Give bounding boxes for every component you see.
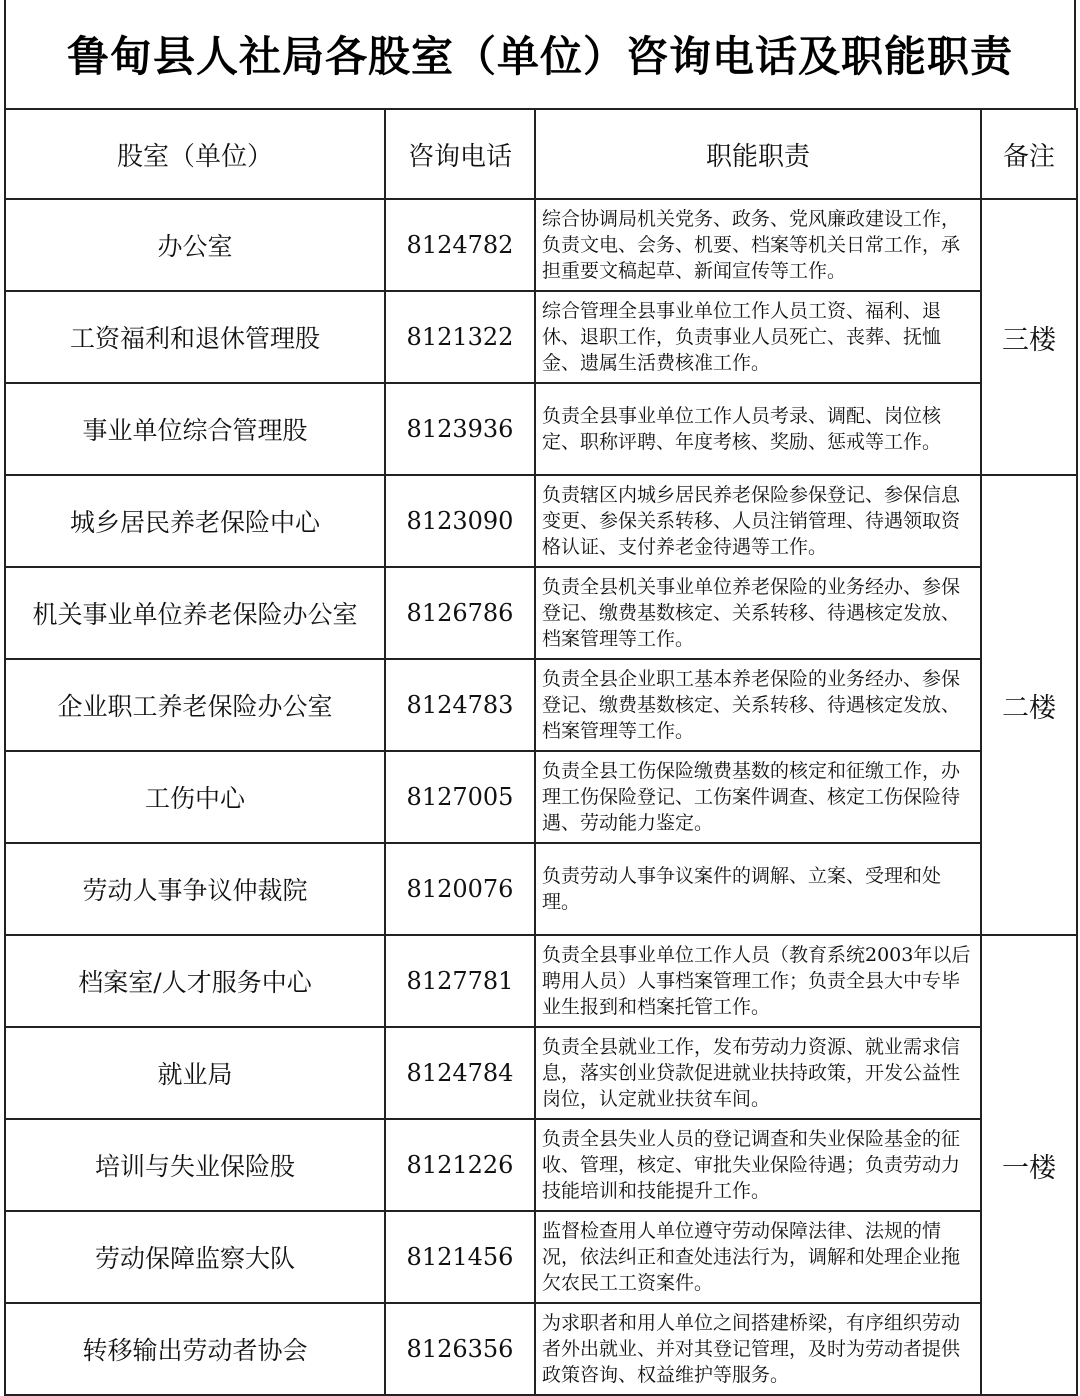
unit-cell: 企业职工养老保险办公室: [5, 659, 385, 751]
unit-cell: 劳动保障监察大队: [5, 1211, 385, 1303]
note-floor2: 二楼: [981, 475, 1077, 935]
table-row: [5, 567, 1077, 659]
phone-cell: 8127005: [385, 751, 535, 843]
phone-cell: 8124783: [385, 659, 535, 751]
unit-cell: 城乡居民养老保险中心: [5, 475, 385, 567]
duty-cell: 负责全县事业单位工作人员（教育系统2003年以后聘用人员）人事档案管理工作；负责全县大中专毕业生报到和档案托管工作。: [535, 935, 981, 1027]
phone-cell: 8120076: [385, 843, 535, 935]
contact-table: [4, 108, 1078, 1396]
phone-cell: 8121322: [385, 291, 535, 383]
phone-cell: 8124782: [385, 199, 535, 291]
unit-cell: 事业单位综合管理股: [5, 383, 385, 475]
duty-cell: 负责全县就业工作，发布劳动力资源、就业需求信息，落实创业贷款促进就业扶持政策，开发公益性岗位，认定就业扶贫车间。: [535, 1027, 981, 1119]
duty-cell: 负责全县事业单位工作人员考录、调配、岗位核定、职称评聘、年度考核、奖励、惩戒等工作。: [535, 383, 981, 475]
unit-cell: 档案室/人才服务中心: [5, 935, 385, 1027]
table-row: [5, 1211, 1077, 1303]
table-row: [5, 843, 1077, 935]
duty-cell: 负责辖区内城乡居民养老保险参保登记、参保信息变更、参保关系转移、人员注销管理、待遇领取资格认证、支付养老金待遇等工作。: [535, 475, 981, 567]
unit-cell: 办公室: [5, 199, 385, 291]
phone-cell: 8123936: [385, 383, 535, 475]
phone-cell: 8127781: [385, 935, 535, 1027]
table-row: [5, 1303, 1077, 1395]
table-header-row: [5, 109, 1077, 199]
phone-cell: 8126786: [385, 567, 535, 659]
table-row: [5, 1027, 1077, 1119]
duty-cell: 为求职者和用人单位之间搭建桥梁，有序组织劳动者外出就业、并对其登记管理，及时为劳动者提供政策咨询、权益维护等服务。: [535, 1303, 981, 1395]
note-floor3: 三楼: [981, 199, 1077, 475]
note-floor1: 一楼: [981, 935, 1077, 1395]
phone-cell: 8124784: [385, 1027, 535, 1119]
unit-cell: 转移输出劳动者协会: [5, 1303, 385, 1395]
unit-cell: 劳动人事争议仲裁院: [5, 843, 385, 935]
table-row: [5, 935, 1077, 1027]
table-row: [5, 475, 1077, 567]
duty-cell: 监督检查用人单位遵守劳动保障法律、法规的情况，依法纠正和查处违法行为，调解和处理企业拖欠农民工工资案件。: [535, 1211, 981, 1303]
duty-cell: 负责全县失业人员的登记调查和失业保险基金的征收、管理，核定、审批失业保险待遇；负责劳动力技能培训和技能提升工作。: [535, 1119, 981, 1211]
table-row: [5, 199, 1077, 291]
table-row: [5, 383, 1077, 475]
duty-cell: 负责劳动人事争议案件的调解、立案、受理和处理。: [535, 843, 981, 935]
header-note: 备注: [981, 109, 1077, 199]
phone-cell: 8121226: [385, 1119, 535, 1211]
table-row: [5, 291, 1077, 383]
table-row: [5, 751, 1077, 843]
phone-cell: 8126356: [385, 1303, 535, 1395]
phone-cell: 8121456: [385, 1211, 535, 1303]
duty-cell: 综合协调局机关党务、政务、党风廉政建设工作，负责文电、会务、机要、档案等机关日常工作，承担重要文稿起草、新闻宣传等工作。: [535, 199, 981, 291]
duty-cell: 负责全县企业职工基本养老保险的业务经办、参保登记、缴费基数核定、关系转移、待遇核定发放、档案管理等工作。: [535, 659, 981, 751]
header-phone: 咨询电话: [385, 109, 535, 199]
table-row: [5, 659, 1077, 751]
unit-cell: 培训与失业保险股: [5, 1119, 385, 1211]
header-unit: 股室（单位）: [5, 109, 385, 199]
unit-cell: 工资福利和退休管理股: [5, 291, 385, 383]
duty-cell: 负责全县工伤保险缴费基数的核定和征缴工作，办理工伤保险登记、工伤案件调查、核定工伤保险待遇、劳动能力鉴定。: [535, 751, 981, 843]
duty-cell: 综合管理全县事业单位工作人员工资、福利、退休、退职工作，负责事业人员死亡、丧葬、抚恤金、遗属生活费核准工作。: [535, 291, 981, 383]
duty-cell: 负责全县机关事业单位养老保险的业务经办、参保登记、缴费基数核定、关系转移、待遇核定发放、档案管理等工作。: [535, 567, 981, 659]
header-duty: 职能职责: [535, 109, 981, 199]
unit-cell: 机关事业单位养老保险办公室: [5, 567, 385, 659]
page-title: 鲁甸县人社局各股室（单位）咨询电话及职能职责: [4, 0, 1076, 108]
unit-cell: 工伤中心: [5, 751, 385, 843]
table-row: [5, 1119, 1077, 1211]
unit-cell: 就业局: [5, 1027, 385, 1119]
phone-cell: 8123090: [385, 475, 535, 567]
